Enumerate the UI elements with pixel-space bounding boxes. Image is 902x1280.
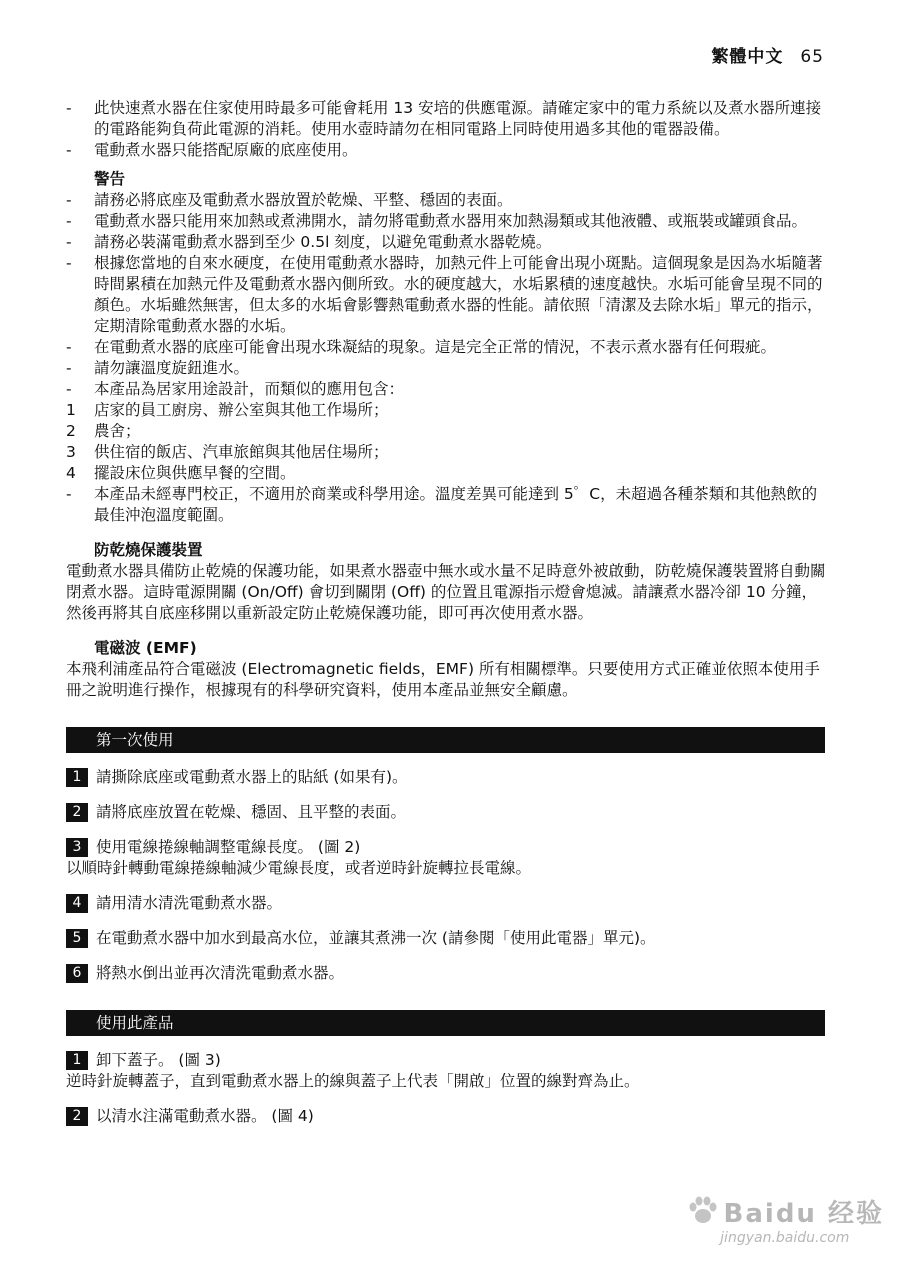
dryboil-text: 電動煮水器具備防止乾燒的保護功能，如果煮水器壺中無水或水量不足時意外被啟動，防乾燒保護裝置將自動關閉煮水器。這時電源開關 (On/Off) 會切到關閉 (Off) 的位置且電源指示燈會熄滅。請讓煮水器冷卻 10 分鐘，然後再將其自底座移開以重新設定防止乾燒保護功能，即可再次使用煮水器。	[66, 562, 826, 622]
first-use-step: 4 請用清水清洗電動煮水器。	[66, 893, 826, 914]
numbered-item: 4 擺設床位與供應早餐的空間。	[66, 464, 296, 482]
baidu-watermark	[686, 1193, 884, 1246]
numbered-item: 3 供住宿的飯店、汽車旅館與其他居住場所；	[66, 443, 389, 461]
watermark-title: Baidu 经验	[723, 1199, 884, 1229]
warning-item: - 請務必將底座及電動煮水器放置於乾燥、平整、穩固的表面。	[66, 191, 513, 209]
first-use-step: 6 將熱水倒出並再次清洗電動煮水器。	[66, 963, 826, 984]
dryboil-heading: 防乾燒保護裝置	[94, 541, 203, 559]
first-use-step: 5 在電動煮水器中加水到最高水位，並讓其煮沸一次 (請參閱「使用此電器」單元)。	[66, 928, 826, 949]
emf-text: 本飛利浦產品符合電磁波 (Electromagnetic fields，EMF) 所有相關標準。只要使用方式正確並依照本使用手冊之說明進行操作，根據現有的科學研究資料，使用本產品並無安全顧慮。	[66, 660, 820, 699]
warning-heading: 警告	[94, 170, 126, 188]
page-number: 65	[800, 47, 824, 67]
using-step: 2 以清水注滿電動煮水器。 (圖 4)	[66, 1106, 826, 1127]
first-use-step: 3 使用電線捲線軸調整電線長度。 (圖 2)	[66, 837, 826, 858]
warning-item: - 電動煮水器只能用來加熱或煮沸開水，請勿將電動煮水器用來加熱湯類或其他液體、或瓶裝或罐頭食品。	[66, 212, 808, 230]
watermark-url: jingyan.baidu.com	[720, 1230, 850, 1246]
warning-item: - 根據您當地的自來水硬度，在使用電動煮水器時，加熱元件上可能會出現小斑點。這個現象是因為水垢隨著時間累積在加熱元件及電動煮水器內側所致。水的硬度越大，水垢累積的速度越快。水垢可能會呈現不同的顏色。水垢雖然無害，但太多的水垢會影響熱電動煮水器的性能。請依照「清潔及去除水垢」單元的指示，定期清除電動煮水器的水垢。	[66, 254, 823, 335]
warning-item: - 請務必裝滿電動煮水器到至少 0.5l 刻度，以避免電動煮水器乾燒。	[66, 233, 552, 251]
numbered-item: 1 店家的員工廚房、辦公室與其他工作場所；	[66, 401, 389, 419]
warning-item: - 請勿讓溫度旋鈕進水。	[66, 359, 250, 377]
using-step: 1 卸下蓋子。 (圖 3)	[66, 1050, 826, 1071]
section-using-product: 使用此產品	[66, 1010, 825, 1036]
numbered-item: 2 農舍；	[66, 422, 141, 440]
intro-item-2: - 電動煮水器只能搭配原廠的底座使用。	[66, 141, 358, 159]
paw-icon	[686, 1196, 720, 1226]
emf-heading: 電磁波 (EMF)	[94, 639, 197, 657]
intro-item-1: - 此快速煮水器在住家使用時最多可能會耗用 13 安培的供應電源。請確定家中的電力系統以及煮水器所連接的電路能夠負荷此電源的消耗。使用水壺時請勿在相同電路上同時使用過多其他的電器設備。	[66, 99, 822, 138]
warning-item: - 本產品未經專門校正，不適用於商業或科學用途。溫度差異可能達到 5゜C，未超過各種茶類和其他熱飲的最佳沖泡溫度範圍。	[66, 485, 818, 524]
first-use-step-note: 以順時針轉動電線捲線軸減少電線長度，或者逆時針旋轉拉長電線。	[66, 859, 532, 877]
warning-item: - 在電動煮水器的底座可能會出現水珠凝結的現象。這是完全正常的情況，不表示煮水器有任何瑕疵。	[66, 338, 777, 356]
language-label: 繁體中文	[711, 47, 784, 67]
warning-item: - 本產品為居家用途設計，而類似的應用包含：	[66, 380, 405, 398]
document-body	[66, 98, 826, 1127]
page-header	[711, 42, 824, 67]
first-use-step: 2 請將底座放置在乾燥、穩固、且平整的表面。	[66, 802, 826, 823]
first-use-step: 1 請撕除底座或電動煮水器上的貼紙 (如果有)。	[66, 767, 826, 788]
using-step-note: 逆時針旋轉蓋子，直到電動煮水器上的線與蓋子上代表「開啟」位置的線對齊為止。	[66, 1072, 640, 1090]
section-first-use: 第一次使用	[66, 727, 825, 753]
